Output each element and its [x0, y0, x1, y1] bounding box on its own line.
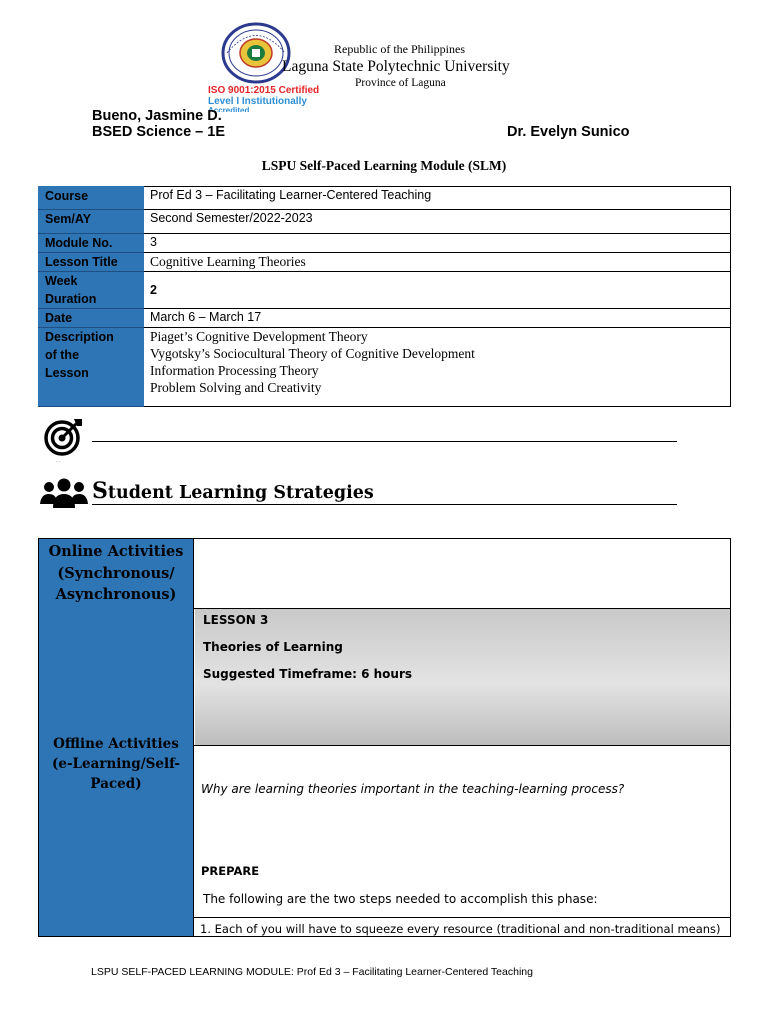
student-course: BSED Science – 1E: [92, 124, 225, 140]
lesson-number: LESSON 3: [203, 613, 269, 627]
description-label-line3: Lesson: [45, 366, 89, 380]
university-name: Laguna State Polytechnic University: [282, 58, 510, 75]
offline-label-line: Offline Activities: [53, 736, 179, 752]
offline-label-line: Paced): [90, 776, 142, 792]
accreditation-level: Level I Institutionally: [208, 96, 307, 107]
lesson-title-value: Cognitive Learning Theories: [144, 253, 731, 272]
description-label: [39, 328, 144, 407]
date-label: Date: [39, 309, 144, 328]
course-value: Prof Ed 3 – Facilitating Learner-Centered Teaching: [144, 187, 731, 210]
steps-intro: The following are the two steps needed to accomplish this phase:: [203, 892, 598, 906]
people-group-icon: [40, 478, 88, 508]
description-value: [144, 328, 731, 407]
description-item: Piaget’s Cognitive Development Theory: [150, 329, 368, 344]
week-label: Week: [45, 274, 78, 288]
title-rest: tudent Learning Strategies: [107, 483, 374, 503]
page-footer: LSPU SELF-PACED LEARNING MODULE: Prof Ed 3 – Facilitating Learner-Centered Teaching: [91, 966, 533, 978]
republic-heading: Republic of the Philippines: [334, 42, 465, 56]
province-heading: Province of Laguna: [355, 77, 446, 89]
week-duration-value: 2: [144, 272, 731, 309]
module-title: LSPU Self-Paced Learning Module (SLM): [261, 158, 507, 173]
target-icon: [44, 418, 84, 456]
sem-label: Sem/AY: [39, 210, 144, 234]
module-no-value: 3: [144, 234, 731, 253]
strategies-table: [38, 538, 731, 937]
sem-value: Second Semester/2022-2023: [144, 210, 731, 234]
university-seal-logo: [221, 22, 291, 84]
section-title-student-learning-strategies: [92, 478, 677, 505]
separator-dots: . .: [56, 458, 61, 464]
lesson-topic: Theories of Learning: [203, 640, 343, 654]
lesson-title-label: Lesson Title: [39, 253, 144, 272]
description-label-line1: Description: [45, 330, 114, 344]
iso-certification: ISO 9001:2015 Certified: [208, 85, 320, 96]
guide-question: Why are learning theories important in the teaching-learning process?: [201, 782, 625, 796]
date-value: March 6 – March 17: [144, 309, 731, 328]
module-no-label: Module No.: [39, 234, 144, 253]
activity-type-column: [39, 539, 194, 936]
title-first-letter: S: [92, 478, 108, 504]
course-info-table: [38, 186, 731, 407]
duration-label: Duration: [45, 292, 97, 306]
offline-activities-label: [39, 734, 193, 794]
description-label-line2: of the: [45, 348, 80, 362]
description-item: Information Processing Theory: [150, 363, 319, 378]
week-duration-label: [39, 272, 144, 309]
online-label-line: Asynchronous): [55, 586, 177, 603]
prepare-heading: PREPARE: [201, 864, 260, 878]
description-item: Vygotsky’s Sociocultural Theory of Cognitive Development: [150, 346, 475, 361]
accreditation-text: Accredited: [208, 107, 250, 112]
online-label-line: Online Activities: [48, 543, 184, 560]
description-item: Problem Solving and Creativity: [150, 380, 322, 395]
step-1-text: 1. Each of you will have to squeeze every resource (traditional and non-traditional means): [200, 922, 721, 936]
instructor-name: Dr. Evelyn Sunico: [507, 124, 630, 140]
objective-rule: [92, 441, 677, 442]
online-label-line: (Synchronous/: [57, 564, 175, 582]
row-divider: [194, 917, 731, 918]
course-label: Course: [39, 187, 144, 210]
lesson-timeframe: Suggested Timeframe: 6 hours: [203, 667, 413, 681]
row-divider: [194, 745, 731, 746]
online-activities-label: [39, 541, 193, 606]
student-name: Bueno, Jasmine D.: [92, 108, 222, 124]
offline-label-line: (e-Learning/Self-: [51, 756, 181, 772]
